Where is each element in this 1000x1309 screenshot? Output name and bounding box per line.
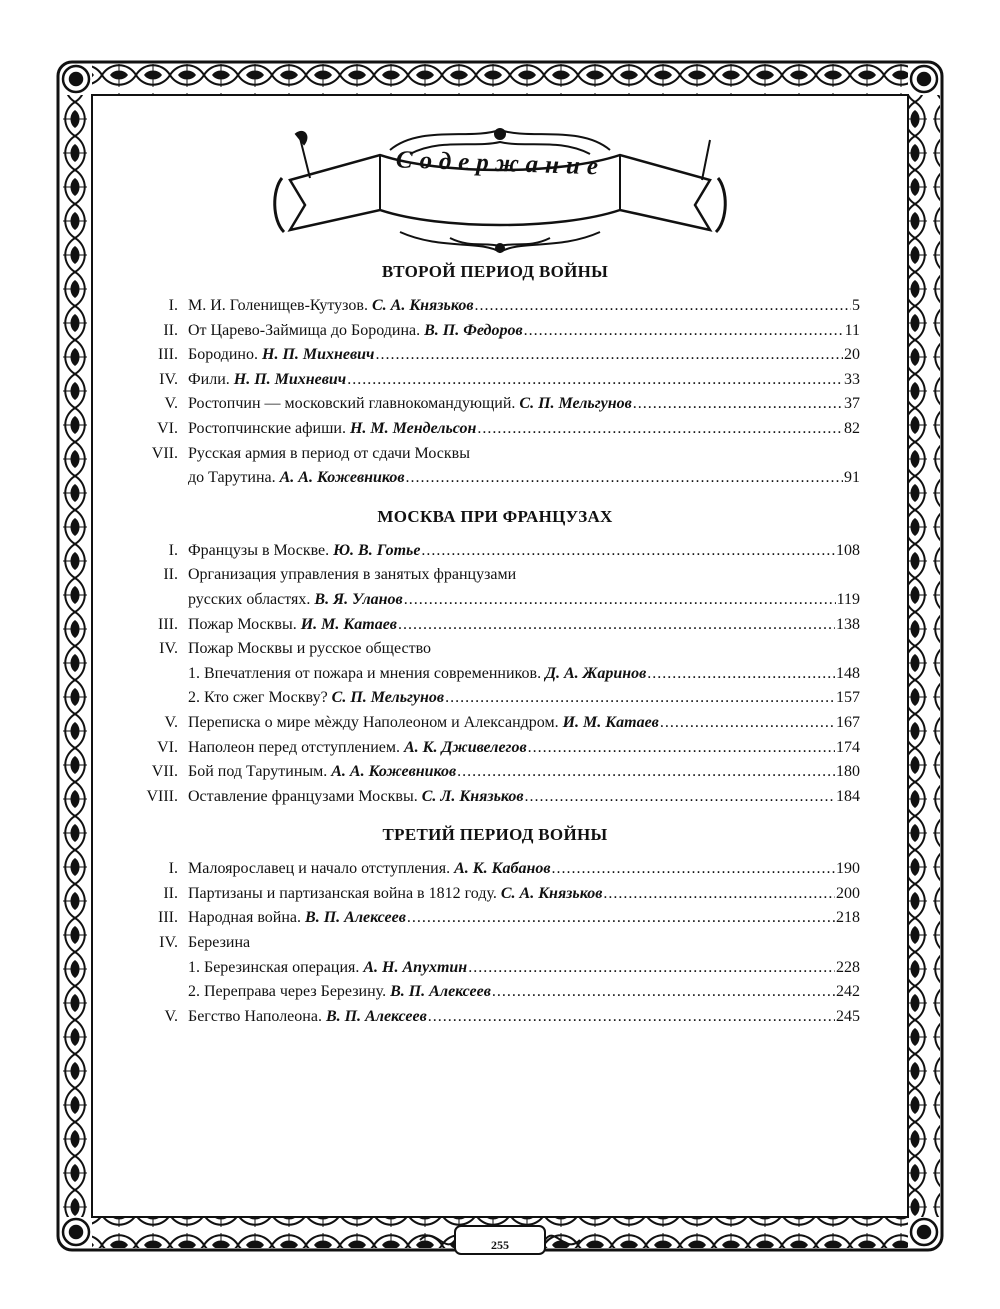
list-item: IV. Березина: [159, 934, 251, 952]
section-list: [130, 539, 860, 810]
leader-dots: [647, 662, 835, 687]
leader-dots: [421, 539, 835, 564]
list-item: VI. Ростопчинские афиши. Н. М. Мендельсон ..... 82: [130, 417, 860, 442]
list-item-continuation: до Тарутина. А. А. Кожевников ..... 91: [130, 466, 860, 491]
section-title: ТРЕТИЙ ПЕРИОД ВОЙНЫ: [382, 825, 608, 845]
leader-dots: [375, 343, 843, 368]
list-item-continuation: русских областях. В. Я. Уланов ..... 119: [130, 588, 860, 613]
list-item: II. Партизаны и партизанская война в 1812 году. С. А. Князьков ..... 200: [130, 882, 860, 907]
list-item: VIII. Оставление французами Москвы. С. Л. Князьков ..... 184: [130, 785, 860, 810]
author: Н. М. Мендельсон: [349, 419, 477, 437]
leader-dots: [660, 711, 835, 736]
list-item: IV. Фили. Н. П. Михневич ..... 33: [130, 368, 860, 393]
page-ref: 184: [836, 787, 860, 805]
section-list: [130, 294, 860, 491]
leader-dots: [468, 956, 835, 981]
page-ref: 148: [836, 664, 860, 682]
leader-dots: [551, 857, 835, 882]
leader-dots: [398, 613, 835, 638]
author: В. Я. Уланов: [314, 590, 403, 608]
list-item: III. Пожар Москвы. И. М. Катаев ..... 138: [130, 613, 860, 638]
leader-dots: [347, 368, 843, 393]
list-item: VI. Наполеон перед отступлением. А. К. Дживелегов ..... 174: [130, 736, 860, 761]
page-ref: 33: [844, 370, 860, 388]
author: В. П. Алексеев: [390, 983, 491, 1001]
leader-dots: [492, 980, 835, 1005]
author: И. М. Катаев: [562, 713, 659, 731]
author: Ю. В. Готье: [333, 541, 421, 559]
author: С. П. Мельгунов: [519, 395, 632, 413]
leader-dots: [524, 319, 844, 344]
page-title: Содержание: [395, 146, 606, 181]
leader-dots: [407, 906, 835, 931]
author: С. А. Князьков: [371, 297, 474, 314]
list-item: V. Бегство Наполеона. В. П. Алексеев ..... 245: [130, 1005, 860, 1030]
author: А. К. Кабанов: [454, 860, 551, 878]
author: А. К. Дживелегов: [404, 738, 527, 756]
section-title: МОСКВА ПРИ ФРАНЦУЗАХ: [377, 506, 613, 526]
leader-dots: [404, 588, 836, 613]
leader-dots: [603, 882, 835, 907]
list-subitem: 1. Впечатления от пожара и мнения современников. Д. А. Жаринов ..... 148: [130, 662, 860, 687]
leader-dots: [445, 686, 835, 711]
author: И. М. Катаев: [300, 615, 397, 633]
author: С. Л. Князьков: [421, 787, 524, 805]
list-item: I. М. И. Голенищев-Кутузов. С. А. Князьков ..... 5: [130, 294, 860, 319]
page-ref: 200: [836, 884, 860, 902]
page-number: 255: [491, 1238, 509, 1252]
author: В. П. Алексеев: [325, 1007, 427, 1025]
list-subitem: 2. Переправа через Березину. В. П. Алексеев ..... 242: [130, 980, 860, 1005]
section-title: ВТОРОЙ ПЕРИОД ВОЙНЫ: [381, 262, 609, 281]
page-ref: 91: [844, 469, 860, 487]
leader-dots: [475, 294, 852, 319]
list-item: VII. Русская армия в период от сдачи Москвы: [151, 444, 470, 462]
list-item: III. Бородино. Н. П. Михневич ..... 20: [130, 343, 860, 368]
leader-dots: [428, 1005, 835, 1030]
page-ref: 190: [836, 860, 860, 878]
author: Н. П. Михневич: [233, 370, 347, 388]
list-item: I. Малоярославец и начало отступления. А. К. Кабанов ..... 190: [130, 857, 860, 882]
author: Н. П. Михневич: [262, 346, 375, 364]
page-ref: 11: [844, 321, 860, 339]
page-ref: 174: [836, 738, 860, 756]
page-ref: 228: [836, 958, 860, 976]
page-ref: 82: [844, 419, 860, 437]
author: А. А. Кожевников: [331, 763, 457, 781]
page-ref: 242: [836, 983, 860, 1001]
page-ref: 218: [836, 909, 860, 927]
leader-dots: [477, 417, 843, 442]
author: С. А. Князьков: [500, 884, 603, 902]
page-ref: 37: [844, 395, 860, 413]
page-ref: 138: [836, 615, 860, 633]
page-ref: 5: [852, 297, 860, 314]
leader-dots: [406, 466, 843, 491]
author: А. Н. Апухтин: [363, 958, 468, 976]
list-item: VII. Бой под Тарутиным. А. А. Кожевников ..... 180: [130, 760, 860, 785]
list-subitem: 1. Березинская операция. А. Н. Апухтин ..... 228: [130, 956, 860, 981]
list-item: IV. Пожар Москвы и русское общество: [159, 640, 432, 658]
leader-dots: [457, 760, 835, 785]
page-ref: 20: [844, 346, 860, 364]
list-item: III. Народная война. В. П. Алексеев ..... 218: [130, 906, 860, 931]
list-item: I. Французы в Москве. Ю. В. Готье ..... 108: [130, 539, 860, 564]
author: В. П. Федоров: [424, 321, 523, 339]
page-ref: 245: [836, 1007, 860, 1025]
leader-dots: [525, 785, 835, 810]
list-item: V. Ростопчин — московский главнокомандующий. С. П. Мельгунов ..... 37: [130, 392, 860, 417]
list-subitem: 2. Кто сжег Москву? С. П. Мельгунов ..... 157: [130, 686, 860, 711]
page-ref: 108: [836, 541, 860, 559]
page-ref: 119: [836, 590, 860, 608]
page-ref: 180: [836, 763, 860, 781]
table-of-contents: [130, 262, 860, 1029]
list-item: V. Переписка о мире мѐжду Наполеоном и Александром. И. М. Катаев ..... 167: [130, 711, 860, 736]
page-ref: 157: [836, 689, 860, 707]
author: Д. А. Жаринов: [545, 664, 647, 682]
author: С. П. Мельгунов: [331, 689, 445, 707]
author: В. П. Алексеев: [305, 909, 406, 927]
leader-dots: [633, 392, 843, 417]
author: А. А. Кожевников: [279, 469, 405, 487]
list-item: II. От Царево-Займища до Бородина. В. П. Федоров ..... 11: [130, 319, 860, 344]
list-item: II. Организация управления в занятых французами: [163, 566, 517, 584]
page-ref: 167: [836, 713, 860, 731]
leader-dots: [528, 736, 835, 761]
section-list: [130, 857, 860, 1029]
